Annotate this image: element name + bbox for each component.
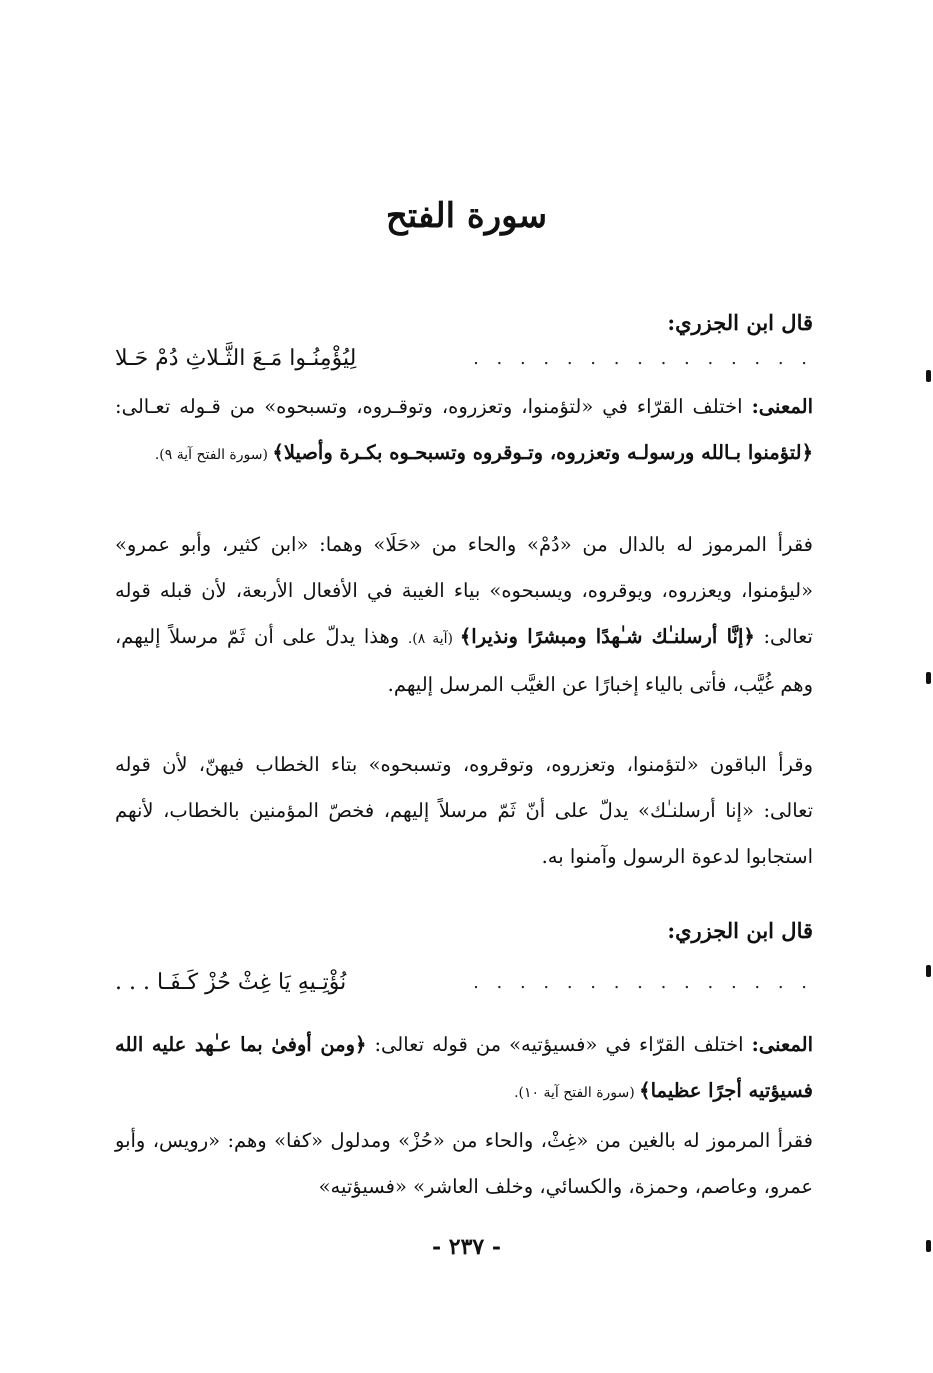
paragraph-text-cont: وهذا يدلّ على أن ثَمّ مرسلاً إليهم، وهم غُيَّب، فأتى بالياء إخبارًا عن الغيَّب المرسل إليهم. bbox=[115, 625, 813, 696]
page-title: سورة الفتح bbox=[385, 196, 548, 236]
paragraph-text: فقرأ المرموز له بالغين من «غِثْ، والحاء من «حُزْ» ومدلول «كفا» وهم: «رويس، وأبو عمرو، وعاصم، وحمزة، والكسائي، وخلف العاشر» «فسيؤتيه» bbox=[115, 1129, 813, 1198]
scan-edge-mark bbox=[926, 672, 931, 684]
verse-reference: (سورة الفتح آية ٩). bbox=[154, 447, 273, 463]
scan-edge-mark bbox=[926, 965, 931, 977]
body-paragraph-2 bbox=[115, 742, 813, 880]
body-paragraph-3 bbox=[115, 1118, 813, 1210]
speaker-heading-2 bbox=[115, 908, 813, 955]
verse-line-2 bbox=[115, 960, 813, 1006]
body-paragraph-1 bbox=[115, 522, 813, 708]
paragraph-text: وقرأ الباقون «لتؤمنوا، وتعزروه، وتوقروه، وتسبحوه» بتاء الخطاب فيهنّ، لأن قوله تعالى: «إنا أرسلنـٰك» يدلّ على أنّ ثَمّ مرسلاً إليهم، فخصّ المؤمنين بالخطاب، لأنهم استجابوا لدعوة الرسول وآمنوا به. bbox=[115, 753, 813, 868]
quran-quote: ﴿إنَّا أرسلنـٰك شـٰهدًا ومبشرًا ونذيرا﴾ bbox=[459, 625, 755, 648]
verse-dots: . . . . . . . . . . . . . . . bbox=[473, 348, 813, 369]
quran-quote: ﴿لتؤمنوا بـالله ورسولـه وتعزروه، وتـوقروه وتسبحـوه بكـرة وأصيلا﴾ bbox=[272, 441, 813, 464]
meaning-label: المعنى: bbox=[751, 1033, 814, 1056]
verse-text: لِيُؤْمِنُـوا مَـعَ الثَّـلاثِ دُمْ حَـلا bbox=[115, 346, 357, 371]
page-number: - ٢٣٧ - bbox=[431, 1234, 502, 1260]
verse-reference: (سورة الفتح آية ١٠). bbox=[514, 1085, 640, 1101]
speaker-label: قال ابن الجزري: bbox=[667, 310, 813, 335]
speaker-label: قال ابن الجزري: bbox=[667, 918, 813, 943]
paragraph-text: فقرأ المرموز له بالدال من «دُمْ» والحاء من «حَلَا» وهما: «ابن كثير، وأبو عمرو» «ليؤمنوا، ويعزروه، ويوقروه، ويسبحوه» بياء الغيبة في الأفعال الأربعة، لأن قبله قوله تعالى: bbox=[115, 533, 813, 648]
meaning-paragraph-1 bbox=[115, 384, 813, 478]
verse-dots: . . . . . . . . . . . . . . . bbox=[473, 972, 813, 993]
verse-reference: (آية ٨). bbox=[407, 631, 460, 647]
scan-edge-mark bbox=[926, 370, 931, 382]
meaning-label: المعنى: bbox=[751, 395, 813, 418]
quran-quote: ﴿ومن أوفىٰ بما عـٰهد عليه الله فسيؤتيه أجرًا عظيما﴾ bbox=[115, 1033, 813, 1102]
meaning-text: اختلف القرّاء في «فسيؤتيه» من قوله تعالى: bbox=[366, 1033, 752, 1056]
meaning-text: اختلف القرّاء في «لتؤمنوا، وتعزروه، وتوقـروه، وتسبحوه» من قـوله تعـالى: bbox=[115, 395, 752, 418]
verse-line-1 bbox=[115, 336, 813, 382]
verse-text: نُؤْتِـيهِ يَا غِثْ حُزْ كَـفَـا . . . bbox=[115, 970, 347, 995]
meaning-paragraph-2 bbox=[115, 1022, 813, 1116]
scan-edge-mark bbox=[926, 1240, 931, 1252]
